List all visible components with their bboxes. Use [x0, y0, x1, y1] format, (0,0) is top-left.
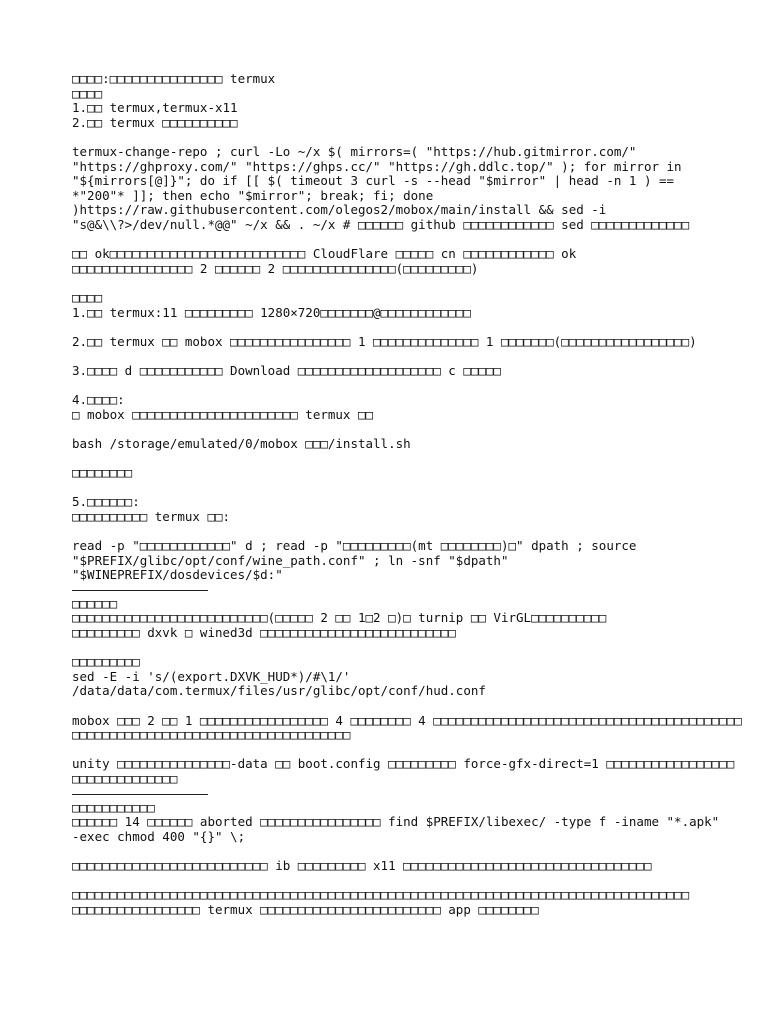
section-notes [72, 247, 700, 276]
command-line: /data/data/com.termux/files/usr/glibc/opt/conf/hud.conf [72, 683, 486, 699]
note-line: unity □□□□□□□□□□□□□□□-data □□ boot.config □□□□□□□□□ force-gfx-direct=1 □□□□□□□□□□□□□□□□□ [72, 756, 735, 772]
section-x11-note [72, 859, 700, 874]
divider-line [72, 794, 208, 795]
section-final-note [72, 888, 700, 917]
spacer [72, 873, 700, 888]
command-line: sed -E -i 's/(export.DXVK_HUD*)/#\1/' [72, 668, 351, 684]
spacer [72, 320, 700, 335]
section-step-2 [72, 335, 700, 350]
section-step-3 [72, 364, 700, 379]
section-bash-command [72, 437, 700, 452]
command-line: □□□□□□□□□ [72, 654, 140, 670]
step-line: □ mobox □□□□□□□□□□□□□□□□□□□□□□ termux □□ [72, 406, 374, 422]
step-line: 2.□□ termux □□ mobox □□□□□□□□□□□□□□□□ 1 □□□□□□□□□□□□□□ 1 □□□□□□□(□□□□□□□□□□□□□□□□□) [72, 333, 697, 349]
note-line: -exec chmod 400 "{}" \; [72, 828, 246, 844]
note-line: □□□□□□□□□□□ [72, 799, 155, 815]
command-line: )https://raw.githubusercontent.com/olegos2/mobox/main/install && sed -i [72, 202, 607, 218]
note-line: □□□□□□ [72, 595, 118, 611]
step-line: 3.□□□□ d □□□□□□□□□□□ Download □□□□□□□□□□□□□□□□□□□ c □□□□□ [72, 362, 501, 378]
spacer [72, 276, 700, 291]
spacer [72, 130, 700, 145]
spacer [72, 233, 700, 248]
spacer [72, 481, 700, 496]
section-apk-fix [72, 799, 720, 845]
note-line: mobox □□□ 2 □□ 1 □□□□□□□□□□□□□□□□□ 4 □□□□□□□□ 4 □□□□□□□□□□□□□□□□□□□□□□□□□□□□□□□□□□□□□□□□□ [72, 712, 742, 728]
intro-line: □□□□:□□□□□□□□□□□□□□□ termux [72, 71, 276, 86]
step-line: 5.□□□□□□: [72, 494, 140, 510]
command-line: "$PREFIX/glibc/opt/conf/wine_path.conf" ; ln -snf "$dpath" [72, 552, 509, 568]
spacer [72, 451, 700, 466]
note-line: □□□□□□□□□□□□□□□□□□□□□□□□□□□□□□□□□□□□□□□□□□□□□□□□□□□□□□□□□□□□□□□□□□□□□□□□□□□□□□□□□□ [72, 887, 690, 903]
section-step-5 [72, 495, 700, 524]
section-mobox-note [72, 712, 742, 743]
command-line: "s@&\\?>/dev/null.*@@" ~/x && . ~/x # □□□□□□ github □□□□□□□□□□□□ sed □□□□□□□□□□□□□ [72, 216, 690, 232]
document-page [72, 71, 742, 917]
note-line: □□□□□□□□□□□□□□ [72, 770, 178, 786]
command-line: "$WINEPREFIX/dosdevices/$d:" [72, 567, 283, 583]
intro-line: 1.□□ termux,termux-x11 [72, 100, 238, 116]
intro-line: 2.□□ termux □□□□□□□□□□ [72, 114, 238, 130]
step-line: □□□□□□□□□□ termux □□: [72, 508, 231, 524]
note-line: □□□□□□□□□□□□□□□□□□□□□□□□□□□□□□□□□□□□□ [72, 727, 351, 743]
spacer [72, 524, 700, 539]
command-line: bash /storage/emulated/0/mobox □□□/install.sh [72, 435, 411, 451]
section-driver-notes [72, 597, 700, 641]
spacer [72, 378, 700, 393]
note-line: □□□□□□□□□□□□□□□□ 2 □□□□□□ 2 □□□□□□□□□□□□□□□(□□□□□□□□□) [72, 260, 479, 276]
note-line: □□ ok□□□□□□□□□□□□□□□□□□□□□□□□□□ CloudFlare □□□□□ cn □□□□□□□□□□□□ ok [72, 246, 577, 262]
section-intro [72, 72, 700, 130]
intro-line: □□□□ [72, 85, 103, 101]
command-line: "https://ghproxy.com/" "https://ghps.cc/" "https://gh.ddlc.top/" ); for mirror in [72, 158, 682, 174]
step-line: □□□□ [72, 289, 103, 305]
command-line: *"200"* ]]; then echo "$mirror"; break; fi; done [72, 187, 434, 203]
spacer [72, 422, 700, 437]
section-install-command [72, 145, 700, 233]
section-short-note [72, 466, 700, 481]
spacer [72, 349, 700, 364]
note-line: □□□□□□□□□□□□□□□□□ termux □□□□□□□□□□□□□□□□□□□□□□□□ app □□□□□□□□ [72, 901, 539, 917]
note-line: □□□□□□ 14 □□□□□□ aborted □□□□□□□□□□□□□□□□ find $PREFIX/libexec/ -type f -iname "*.apk" [72, 814, 720, 830]
command-line: termux-change-repo ; curl -Lo ~/x $( mirrors=( "https://hub.gitmirror.com/" [72, 143, 637, 159]
note-line: □□□□□□□□□ dxvk □ wined3d □□□□□□□□□□□□□□□□□□□□□□□□□□ [72, 624, 456, 640]
command-line: read -p "□□□□□□□□□□□□" d ; read -p "□□□□□□□□□(mt □□□□□□□□)□" dpath ; source [72, 538, 637, 553]
section-read-command [72, 539, 700, 583]
section-step-1 [72, 291, 700, 320]
divider-line [72, 590, 208, 591]
command-line: "${mirrors[@]}"; do if [[ $( timeout 3 curl -s --head "$mirror" | head -n 1 ) == [72, 173, 675, 189]
spacer [72, 743, 700, 758]
note-line: □□□□□□□□ [72, 465, 133, 481]
note-line: □□□□□□□□□□□□□□□□□□□□□□□□□□ ib □□□□□□□□□ x11 □□□□□□□□□□□□□□□□□□□□□□□□□□□□□□□□□ [72, 857, 652, 873]
spacer [72, 844, 700, 859]
section-hud-command [72, 655, 700, 699]
note-line: □□□□□□□□□□□□□□□□□□□□□□□□□□(□□□□□ 2 □□ 1□2 □)□ turnip □□ VirGL□□□□□□□□□□ [72, 610, 607, 626]
step-line: 4.□□□□: [72, 392, 125, 408]
spacer [72, 699, 700, 714]
section-unity-note [72, 756, 735, 786]
step-line: 1.□□ termux:11 □□□□□□□□□ 1280×720□□□□□□□@□□□□□□□□□□□□ [72, 304, 471, 320]
section-step-4 [72, 393, 700, 422]
spacer [72, 641, 700, 656]
